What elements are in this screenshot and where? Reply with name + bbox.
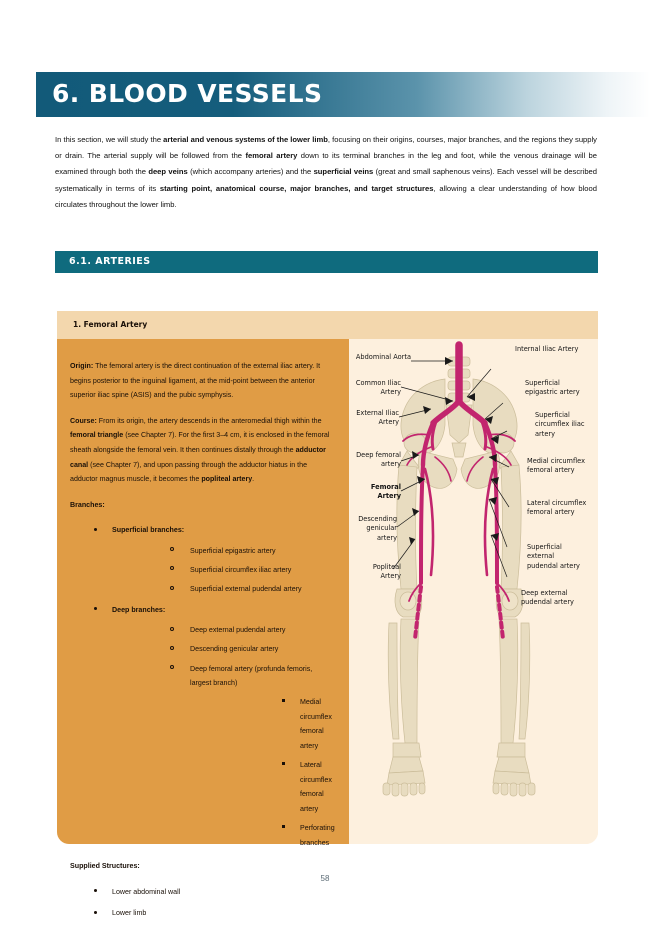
- emphasis-text: Course:: [70, 416, 97, 425]
- body-text: The femoral artery is the direct continuation of the external iliac artery. It begins posterior to the inguinal ligament, at the mid-point between the anterior superior iliac spine (ASIS) and the pubic symphysis.: [70, 362, 321, 400]
- bullet-marker-icon: [170, 627, 174, 631]
- body-text: .: [252, 475, 255, 484]
- bullet-marker-icon: [282, 699, 285, 702]
- list-item: [70, 906, 332, 921]
- bullet-marker-icon: [170, 646, 174, 650]
- figure-label-right: Lateral circumflex femoral artery: [527, 499, 587, 517]
- body-text: (which accompany arteries) and the: [187, 167, 314, 177]
- bullet-marker-icon: [94, 911, 97, 914]
- supplied-structures-list: [70, 885, 332, 921]
- list-item: [112, 563, 332, 578]
- list-item-label: Medial circumflex femoral artery: [300, 698, 332, 750]
- bullet-marker-icon: [170, 586, 174, 590]
- intro-paragraph: [55, 132, 597, 213]
- body-text: (see Chapter 7). For the first 3–4 cm, it is enclosed in the femoral sheath alongside the femoral vein. It then continues distally through the: [70, 431, 330, 454]
- figure-label-right: Deep external pudendal artery: [521, 589, 574, 607]
- bullet-marker-icon: [170, 665, 174, 669]
- list-item-label: Descending genicular artery: [190, 645, 279, 654]
- body-text: From its origin, the artery descends in the anteromedial thigh within the: [96, 416, 322, 425]
- branch-list-level-1: [70, 523, 335, 850]
- body-text: (great and small saphenous veins). Each vessel will be described systematically in terms of its: [55, 167, 597, 193]
- list-item-label: Lower limb: [112, 909, 147, 918]
- supplied-list: [70, 885, 332, 921]
- emphasis-text: deep veins: [148, 167, 188, 177]
- list-item-label: Lateral circumflex femoral artery: [300, 761, 332, 813]
- card-body-text: [70, 359, 335, 928]
- bullet-marker-icon: [170, 566, 174, 570]
- emphasis-text: arterial and venous systems of the lower limb: [163, 135, 328, 144]
- figure-label-left: Femoral Artery: [370, 483, 401, 501]
- card-figure-panel: [349, 339, 598, 844]
- list-item: [112, 544, 332, 559]
- bullet-marker-icon: [94, 528, 97, 531]
- list-item: [112, 642, 332, 657]
- body-text: down to its terminal branches in the leg and foot, while the venous drainage will be examined through both the: [55, 151, 597, 177]
- list-item-label: Deep branches:: [112, 605, 166, 614]
- emphasis-text: femoral artery: [245, 151, 298, 161]
- figure-label-left: Descending genicular artery: [358, 515, 397, 542]
- list-item-label: Superficial circumflex iliac artery: [190, 566, 292, 575]
- list-item-label: Superficial epigastric artery: [190, 546, 276, 555]
- artery-diagram: [349, 339, 598, 844]
- bullet-marker-icon: [94, 607, 97, 610]
- list-item-label: Superficial branches:: [112, 526, 185, 535]
- body-text: , focusing on their origins, courses, major branches, and the regions they supply or drain. The arterial supply will be followed from the: [55, 135, 597, 161]
- list-item-label: Perforating branches: [300, 823, 335, 847]
- body-text: (see Chapter 7), and upon passing through the adductor hiatus in the adductor magnus muscle, it becomes the: [70, 460, 308, 484]
- emphasis-text: superficial veins: [313, 167, 374, 177]
- list-item: [190, 821, 335, 850]
- list-item: [70, 603, 335, 850]
- bullet-marker-icon: [170, 547, 174, 551]
- list-item: [112, 662, 335, 851]
- list-item-label: Lower abdominal wall: [112, 887, 181, 896]
- emphasis-text: Origin:: [70, 362, 94, 370]
- supplied-heading: Supplied Structures:: [70, 862, 140, 871]
- list-item: [190, 695, 332, 753]
- list-item-label: Deep external pudendal artery: [190, 626, 286, 635]
- list-item: [112, 582, 332, 597]
- branches-list: [70, 523, 335, 850]
- figure-label-right: Internal Iliac Artery: [515, 345, 579, 353]
- skeleton-bones: [383, 357, 535, 796]
- emphasis-text: popliteal artery: [201, 475, 253, 484]
- origin-paragraph: [70, 359, 332, 403]
- branch-list-level-2: [112, 623, 335, 850]
- list-item-label: Deep femoral artery (profunda femoris, largest branch): [190, 664, 313, 688]
- body-text: , allowing a clear understanding of how blood circulates throughout the lower limb.: [55, 183, 597, 209]
- figure-label-right: Medial circumflex femoral artery: [527, 457, 585, 475]
- figure-label-right: Superficial epigastric artery: [525, 379, 580, 397]
- chapter-title: 6. BLOOD VESSELS: [52, 79, 323, 108]
- list-item: [70, 885, 332, 900]
- figure-label-left: External Iliac Artery: [356, 409, 399, 427]
- emphasis-text: adductor canal: [70, 445, 326, 469]
- list-item: [112, 623, 332, 638]
- bullet-marker-icon: [282, 825, 285, 828]
- page-number: 58: [320, 874, 330, 883]
- branch-list-level-2: [112, 544, 332, 597]
- figure-label-left: Deep femoral artery: [356, 451, 401, 469]
- branch-list-level-3: [190, 695, 335, 850]
- figure-label-left: Popliteal Artery: [372, 563, 401, 581]
- figure-label-left: Abdominal Aorta: [355, 353, 411, 361]
- branches-heading: Branches:: [70, 500, 105, 509]
- bullet-marker-icon: [94, 889, 97, 892]
- emphasis-text: starting point, anatomical course, major branches, and target structures: [159, 183, 434, 193]
- list-item: [190, 758, 332, 816]
- emphasis-text: femoral triangle: [70, 431, 124, 440]
- section-bar-label: 6.1. ARTERIES: [69, 256, 151, 267]
- body-text: In this section, we will study the: [55, 135, 164, 144]
- course-paragraph: [70, 414, 332, 487]
- figure-label-left: Common Iliac Artery: [355, 379, 401, 397]
- figure-label-right: Superficial circumflex iliac artery: [535, 411, 585, 438]
- section-bar: [55, 251, 598, 273]
- card-title: 1. Femoral Artery: [73, 320, 148, 329]
- list-item: [70, 523, 332, 596]
- list-item-label: Superficial external pudendal artery: [190, 585, 302, 594]
- figure-label-right: Superficial external pudendal artery: [527, 543, 580, 570]
- bullet-marker-icon: [282, 762, 285, 765]
